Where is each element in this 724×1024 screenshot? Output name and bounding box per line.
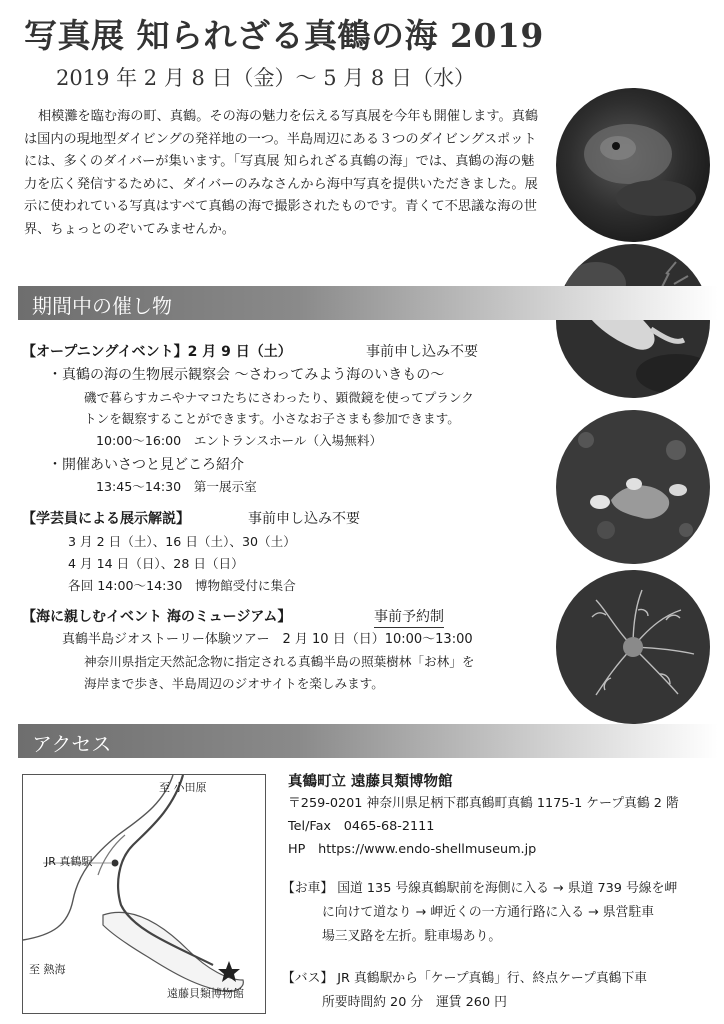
events-heading: 期間中の催し物: [32, 294, 172, 318]
curator-talk-dates1: 3 月 2 日（土）、16 日（土）、30（土）: [68, 534, 296, 549]
museum-name: 真鶴町立 遠藤貝類博物館: [288, 774, 453, 790]
sea-event-note: 事前予約制: [374, 608, 444, 628]
curator-talk-title: 【学芸員による展示解説】: [22, 511, 190, 527]
sea-event-desc2: 海岸まで歩き、半島周辺のジオサイトを楽しみます。: [84, 676, 384, 691]
opening-item2-title: ・開催あいさつと見どころ紹介: [48, 457, 244, 473]
photo-sea-creatures: [556, 410, 710, 564]
page-title: 写真展 知られざる真鶴の海 2019: [24, 16, 544, 55]
access-map: [22, 774, 266, 1014]
museum-address: 〒259-0201 神奈川県足柄下郡真鶴町真鶴 1175-1 ケープ真鶴 2 階: [288, 796, 679, 811]
museum-homepage-link[interactable]: HP https://www.endo-shellmuseum.jp: [288, 842, 537, 857]
museum-tel: Tel/Fax 0465-68-2111: [288, 819, 435, 834]
exhibition-dates: 2019 年 2 月 8 日（金）～ 5 月 8 日（水）: [56, 66, 475, 90]
photo-basket-star: [556, 570, 710, 724]
bus-directions-line2: 所要時間約 20 分 運賃 260 円: [322, 995, 507, 1010]
sea-event-tour: 真鶴半島ジオストーリー体験ツアー 2 月 10 日（日）10:00～13:00: [62, 632, 473, 647]
map-label-atami: 至 熱海: [29, 963, 66, 976]
opening-item2-time: 13:45～14:30 第一展示室: [96, 479, 257, 494]
access-heading: アクセス: [32, 732, 112, 756]
sea-event-title: 【海に親しむイベント 海のミュージアム】: [22, 609, 292, 625]
opening-item1-desc2: トンを観察することができます。小さなお子さまも参加できます。: [84, 411, 460, 426]
map-label-museum: 遠藤貝類博物館: [167, 987, 244, 1000]
opening-item1-desc1: 磯で暮らすカニやナマコたちにさわったり、顕微鏡を使ってプランク: [84, 390, 474, 405]
photo-fish: [556, 88, 710, 242]
curator-talk-dates2: 4 月 14 日（日）、28 日（日）: [68, 556, 244, 571]
photo-nudibranch: [556, 244, 710, 398]
opening-event-note: 事前申し込み不要: [366, 344, 478, 360]
curator-talk-note: 事前申し込み不要: [248, 511, 360, 527]
opening-event-title: 【オープニングイベント】2 月 9 日（土）: [22, 344, 292, 360]
map-label-station: JR 真鶴駅: [45, 855, 93, 868]
car-directions-line1: 【お車】 国道 135 号線真鶴駅前を海側に入る → 県道 739 号線を岬: [282, 881, 678, 896]
bus-directions-line1: 【バス】 JR 真鶴駅から「ケープ真鶴」行、終点ケープ真鶴下車: [282, 971, 648, 986]
car-directions-line3: 場三叉路を左折。駐車場あり。: [322, 929, 502, 944]
intro-paragraph: 相模灘を臨む海の町、真鶴。その海の魅力を伝える写真展を今年も開催します。真鶴は国内の現地型ダイビングの発祥地の一つ。半島周辺にある３つのダイビングスポットには、多くのダイバーが集います。「写真展 知られざる真鶴の海」では、真鶴の海の魅力を広く発信するために、ダイバーのみなさんから海中写真を提供いただきました。展示に使われている写真はすべて真鶴の海で撮影されたものです。青くて不思議な海の世界、ちょっとのぞいてみませんか。: [24, 109, 539, 237]
station-marker: [112, 860, 119, 867]
curator-talk-time: 各回 14:00～14:30 博物館受付に集合: [68, 578, 296, 593]
events-section-header: [18, 286, 718, 320]
access-section-header: [18, 724, 718, 758]
opening-item1-title: ・真鶴の海の生物展示観察会 ～さわってみよう海のいきもの～: [48, 367, 445, 383]
sea-event-desc1: 神奈川県指定天然記念物に指定される真鶴半島の照葉樹林「お林」を: [84, 654, 475, 669]
car-directions-line2: に向けて道なり → 岬近くの一方通行路に入る → 県営駐車: [322, 905, 655, 920]
map-label-odawara: 至 小田原: [159, 781, 207, 794]
opening-item1-time: 10:00～16:00 エントランスホール（入場無料）: [96, 433, 383, 448]
